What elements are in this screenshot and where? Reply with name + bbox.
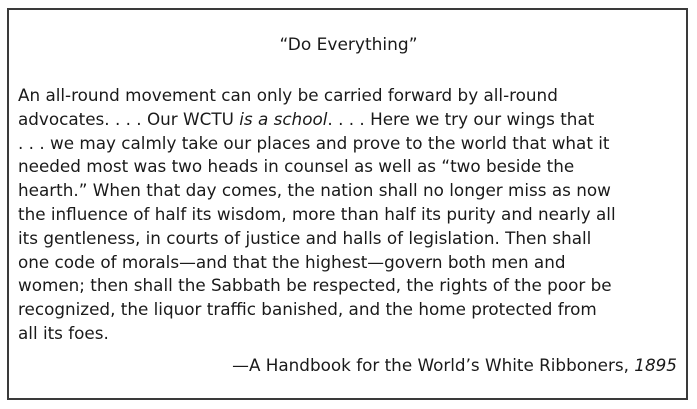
quote-line: the influence of half its wisdom, more than half its purity and nearly all xyxy=(18,203,616,224)
quote-line: its gentleness, in courts of justice and halls of legislation. Then shall xyxy=(18,227,592,248)
quote-line: women; then shall the Sabbath be respected, the rights of the poor be xyxy=(18,275,612,296)
attribution-source: —A Handbook for the World’s White Ribboners, xyxy=(232,355,635,375)
quote-title: “Do Everything” xyxy=(279,35,418,55)
quote-line: hearth.” When that day comes, the nation shall no longer miss as now xyxy=(18,180,611,201)
quote-body xyxy=(18,84,668,346)
quote-emphasis: is a school xyxy=(239,108,328,129)
quote-line: needed most was two heads in counsel as well as “two beside the xyxy=(18,156,575,177)
quote-line: An all-round movement can only be carried forward by all-round xyxy=(18,85,558,105)
quote-line: advocates. . . . Our WCTU is a school. . . . Here we try our wings that xyxy=(18,108,595,129)
attribution-year: 1895 xyxy=(634,355,677,375)
quote-line: . . . we may calmly take our places and prove to the world that what it xyxy=(18,132,610,153)
quote-line: all its foes. xyxy=(18,322,109,343)
quote-line: recognized, the liquor traffic banished, and the home protected from xyxy=(18,299,597,320)
quote-attribution xyxy=(232,354,677,376)
quote-line: one code of morals—and that the highest—govern both men and xyxy=(18,251,566,272)
